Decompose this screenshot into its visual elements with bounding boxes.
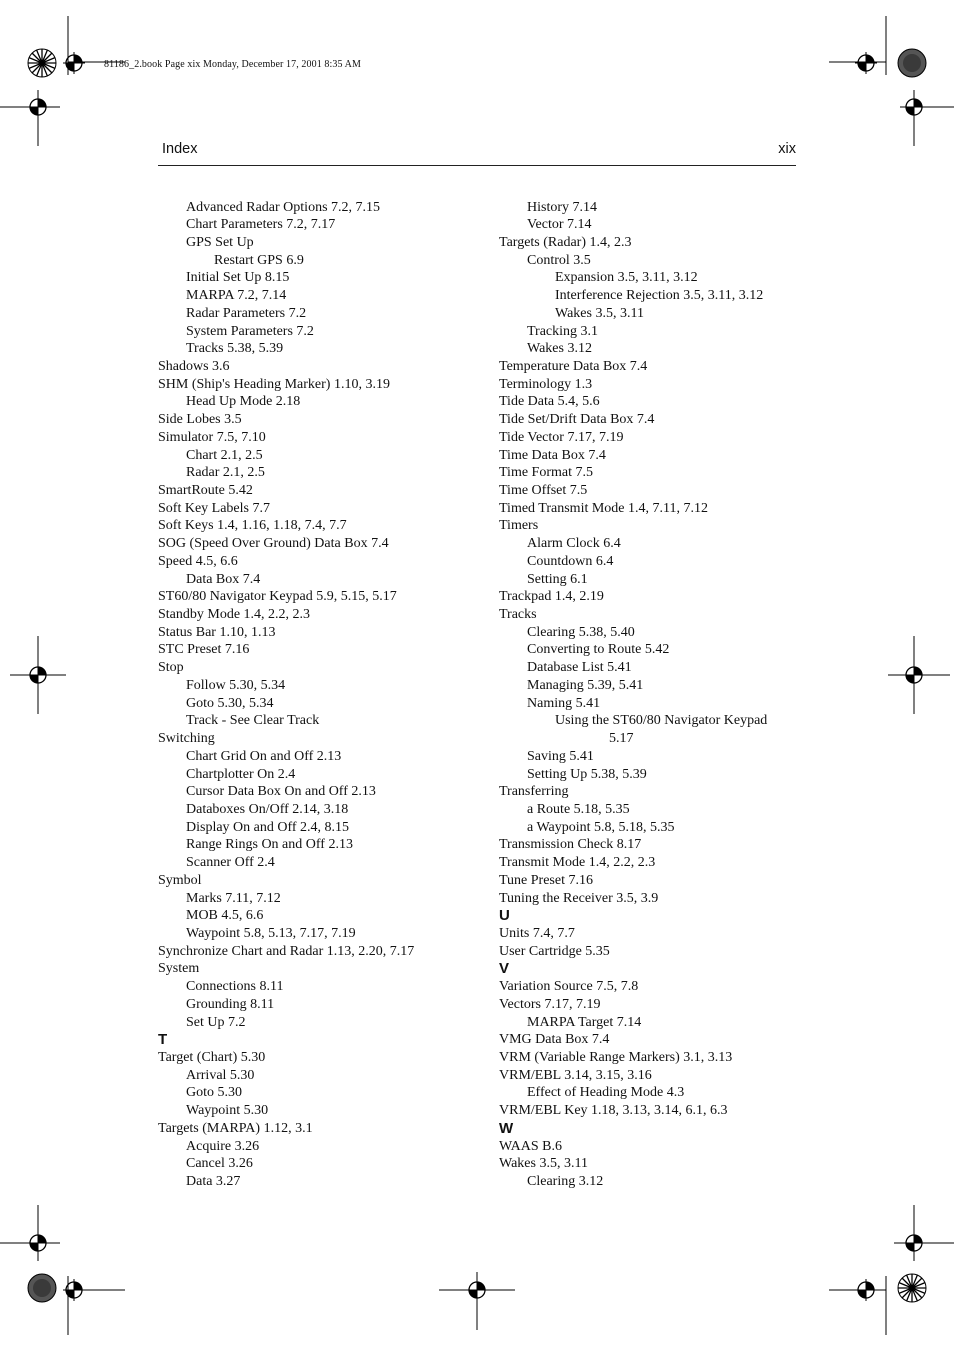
- index-entry: Targets (Radar) 1.4, 2.3: [499, 234, 632, 250]
- index-entry: VMG Data Box 7.4: [499, 1032, 610, 1048]
- index-subentry: Vector 7.14: [527, 217, 592, 233]
- index-entry: Standby Mode 1.4, 2.2, 2.3: [158, 607, 311, 623]
- crosshair-target-icon: [63, 52, 85, 74]
- index-subentry: Wakes 3.12: [527, 341, 592, 357]
- index-entry: Timed Transmit Mode 1.4, 7.11, 7.12: [499, 500, 708, 516]
- index-subentry: Data Box 7.4: [186, 571, 261, 587]
- section-letter: V: [499, 960, 510, 978]
- index-subentry: Databoxes On/Off 2.14, 3.18: [186, 801, 349, 817]
- index-column-left: [158, 199, 458, 1191]
- index-entry: VRM (Variable Range Markers) 3.1, 3.13: [499, 1050, 733, 1065]
- crop-marks-top-left: [0, 0, 130, 150]
- crosshair-target-icon: [27, 96, 49, 118]
- index-subentry: Clearing 3.12: [527, 1174, 604, 1190]
- index-subentry: MOB 4.5, 6.6: [186, 908, 264, 924]
- index-entry: Variation Source 7.5, 7.8: [499, 979, 639, 995]
- index-subentry: Follow 5.30, 5.34: [186, 677, 286, 693]
- index-entry: ST60/80 Navigator Keypad 5.9, 5.15, 5.17: [158, 589, 397, 605]
- index-subentry: Range Rings On and Off 2.13: [186, 837, 353, 853]
- index-subentry: Wakes 3.5, 3.11: [555, 305, 644, 321]
- index-subentry: Clearing 5.38, 5.40: [527, 624, 635, 640]
- index-entry: Vectors 7.17, 7.19: [499, 996, 601, 1012]
- index-entry: Timers: [499, 518, 539, 534]
- index-subentry: Goto 5.30, 5.34: [186, 695, 274, 711]
- index-subentry: Display On and Off 2.4, 8.15: [186, 819, 350, 835]
- section-letter: T: [158, 1031, 168, 1049]
- index-entry: Tune Preset 7.16: [499, 872, 593, 888]
- index-entry: Synchronize Chart and Radar 1.13, 2.20, 7.17: [158, 943, 415, 959]
- index-entry: Soft Key Labels 7.7: [158, 500, 270, 516]
- index-subentry: Expansion 3.5, 3.11, 3.12: [555, 270, 698, 286]
- index-entry: Switching: [158, 731, 215, 747]
- index-subentry: Connections 8.11: [186, 979, 284, 995]
- index-entry: VRM/EBL Key 1.18, 3.13, 3.14, 6.1, 6.3: [499, 1103, 728, 1119]
- index-subentry: Initial Set Up 8.15: [186, 270, 290, 286]
- index-entry: SOG (Speed Over Ground) Data Box 7.4: [158, 536, 389, 552]
- index-subentry: Tracks 5.38, 5.39: [186, 341, 284, 357]
- index-entry: Side Lobes 3.5: [158, 412, 242, 428]
- index-entry: Transmit Mode 1.4, 2.2, 2.3: [499, 855, 656, 871]
- index-entry: STC Preset 7.16: [158, 642, 250, 658]
- index-subentry: Advanced Radar Options 7.2, 7.15: [186, 199, 381, 215]
- section-letter: W: [499, 1119, 514, 1137]
- index-subentry: Setting Up 5.38, 5.39: [527, 766, 647, 782]
- registration-dot-icon: [27, 1273, 57, 1303]
- crosshair-target-icon: [27, 664, 49, 686]
- index-subentry: Countdown 6.4: [527, 553, 614, 569]
- index-entry: Tide Vector 7.17, 7.19: [499, 429, 624, 445]
- running-head-title: Index: [162, 141, 198, 157]
- index-subentry: Radar 2.1, 2.5: [186, 465, 265, 481]
- index-entry: Wakes 3.5, 3.11: [499, 1156, 588, 1172]
- index-subentry: Effect of Heading Mode 4.3: [527, 1085, 685, 1101]
- registration-dot-icon: [897, 48, 927, 78]
- index-entry: VRM/EBL 3.14, 3.15, 3.16: [499, 1067, 652, 1083]
- index-entry: Stop: [158, 660, 184, 676]
- index-subentry: Acquire 3.26: [186, 1138, 260, 1154]
- index-entry: Tide Data 5.4, 5.6: [499, 394, 600, 410]
- index-subentry: Radar Parameters 7.2: [186, 305, 307, 321]
- page-number: xix: [778, 141, 796, 157]
- header-rule: [158, 165, 796, 166]
- index-entry: Tracks: [499, 607, 537, 623]
- index-entry: Speed 4.5, 6.6: [158, 553, 238, 569]
- index-subentry: Track - See Clear Track: [186, 713, 320, 729]
- index-subentry: Waypoint 5.30: [186, 1103, 269, 1119]
- crosshair-target-icon: [903, 96, 925, 118]
- index-subentry: Using the ST60/80 Navigator Keypad: [555, 713, 768, 729]
- index-subentry: Grounding 8.11: [186, 996, 275, 1012]
- index-subentry: a Route 5.18, 5.35: [527, 801, 630, 817]
- index-entry: Soft Keys 1.4, 1.16, 1.18, 7.4, 7.7: [158, 518, 347, 534]
- index-subentry: Naming 5.41: [527, 695, 601, 711]
- index-subentry: Tracking 3.1: [527, 323, 599, 339]
- index-subentry: Chartplotter On 2.4: [186, 766, 296, 782]
- section-letter: U: [499, 907, 510, 925]
- crop-marks-bottom-right: [824, 1201, 954, 1351]
- registration-star-icon: [897, 1273, 927, 1303]
- crosshair-target-icon: [855, 52, 877, 74]
- index-column-right: [499, 199, 799, 1191]
- index-entry: User Cartridge 5.35: [499, 943, 610, 959]
- index-subentry: Chart Parameters 7.2, 7.17: [186, 217, 336, 233]
- index-entry: SHM (Ship's Heading Marker) 1.10, 3.19: [158, 376, 390, 392]
- index-subentry: Setting 6.1: [527, 571, 588, 587]
- index-entry: Transferring: [499, 784, 569, 800]
- index-subentry: Set Up 7.2: [186, 1014, 246, 1030]
- index-subentry: GPS Set Up: [186, 234, 254, 250]
- index-subentry: History 7.14: [527, 199, 597, 215]
- index-entry: Shadows 3.6: [158, 358, 230, 374]
- index-entry: Tide Set/Drift Data Box 7.4: [499, 412, 655, 428]
- index-subentry: Cursor Data Box On and Off 2.13: [186, 784, 376, 800]
- index-entry: Targets (MARPA) 1.12, 3.1: [158, 1120, 313, 1136]
- crop-marks-bottom-left: [0, 1201, 130, 1351]
- index-subentry: Data 3.27: [186, 1174, 241, 1190]
- crosshair-target-icon: [855, 1279, 877, 1301]
- index-subentry: Database List 5.41: [527, 660, 632, 676]
- registration-star-icon: [27, 48, 57, 78]
- index-subentry: Control 3.5: [527, 252, 591, 268]
- index-subentry: MARPA Target 7.14: [527, 1014, 642, 1030]
- index-subentry: Scanner Off 2.4: [186, 855, 275, 871]
- crosshair-target-icon: [466, 1279, 488, 1301]
- crosshair-target-icon: [903, 1232, 925, 1254]
- crosshair-target-icon: [63, 1279, 85, 1301]
- index-entry: Symbol: [158, 872, 202, 888]
- index-entry: Target (Chart) 5.30: [158, 1050, 266, 1065]
- index-entry: Simulator 7.5, 7.10: [158, 429, 266, 445]
- index-entry: Time Format 7.5: [499, 465, 593, 481]
- index-subentry: Restart GPS 6.9: [214, 252, 304, 268]
- index-subentry: MARPA 7.2, 7.14: [186, 288, 287, 304]
- index-subentry: Goto 5.30: [186, 1085, 242, 1101]
- index-subentry: Chart 2.1, 2.5: [186, 447, 263, 463]
- print-slug: 81186_2.book Page xix Monday, December 17, 2001 8:35 AM: [104, 59, 361, 70]
- index-subentry: Converting to Route 5.42: [527, 642, 670, 658]
- index-subentry: 5.17: [609, 731, 634, 747]
- index-subentry: Marks 7.11, 7.12: [186, 890, 281, 906]
- index-subentry: Saving 5.41: [527, 748, 594, 764]
- index-entry: Terminology 1.3: [499, 376, 593, 392]
- index-subentry: Head Up Mode 2.18: [186, 394, 301, 410]
- index-subentry: Waypoint 5.8, 5.13, 7.17, 7.19: [186, 925, 356, 941]
- index-entry: Time Data Box 7.4: [499, 447, 606, 463]
- index-entry: WAAS B.6: [499, 1138, 563, 1154]
- index-entry: SmartRoute 5.42: [158, 483, 253, 498]
- crosshair-target-icon: [27, 1232, 49, 1254]
- crosshair-target-icon: [903, 664, 925, 686]
- index-subentry: Chart Grid On and Off 2.13: [186, 748, 342, 764]
- index-entry: Status Bar 1.10, 1.13: [158, 624, 276, 640]
- index-subentry: a Waypoint 5.8, 5.18, 5.35: [527, 819, 675, 835]
- index-subentry: Interference Rejection 3.5, 3.11, 3.12: [555, 288, 764, 304]
- index-entry: Tuning the Receiver 3.5, 3.9: [499, 890, 659, 906]
- index-subentry: Managing 5.39, 5.41: [527, 677, 644, 693]
- index-subentry: Arrival 5.30: [186, 1067, 255, 1083]
- index-entry: Temperature Data Box 7.4: [499, 358, 648, 374]
- index-entry: Trackpad 1.4, 2.19: [499, 589, 604, 605]
- index-subentry: System Parameters 7.2: [186, 323, 314, 339]
- index-subentry: Cancel 3.26: [186, 1156, 253, 1172]
- crop-marks-top-right: [824, 0, 954, 150]
- index-entry: System: [158, 961, 200, 977]
- index-entry: Time Offset 7.5: [499, 483, 588, 498]
- index-entry: Transmission Check 8.17: [499, 837, 642, 853]
- index-entry: Units 7.4, 7.7: [499, 925, 575, 941]
- index-subentry: Alarm Clock 6.4: [527, 536, 621, 552]
